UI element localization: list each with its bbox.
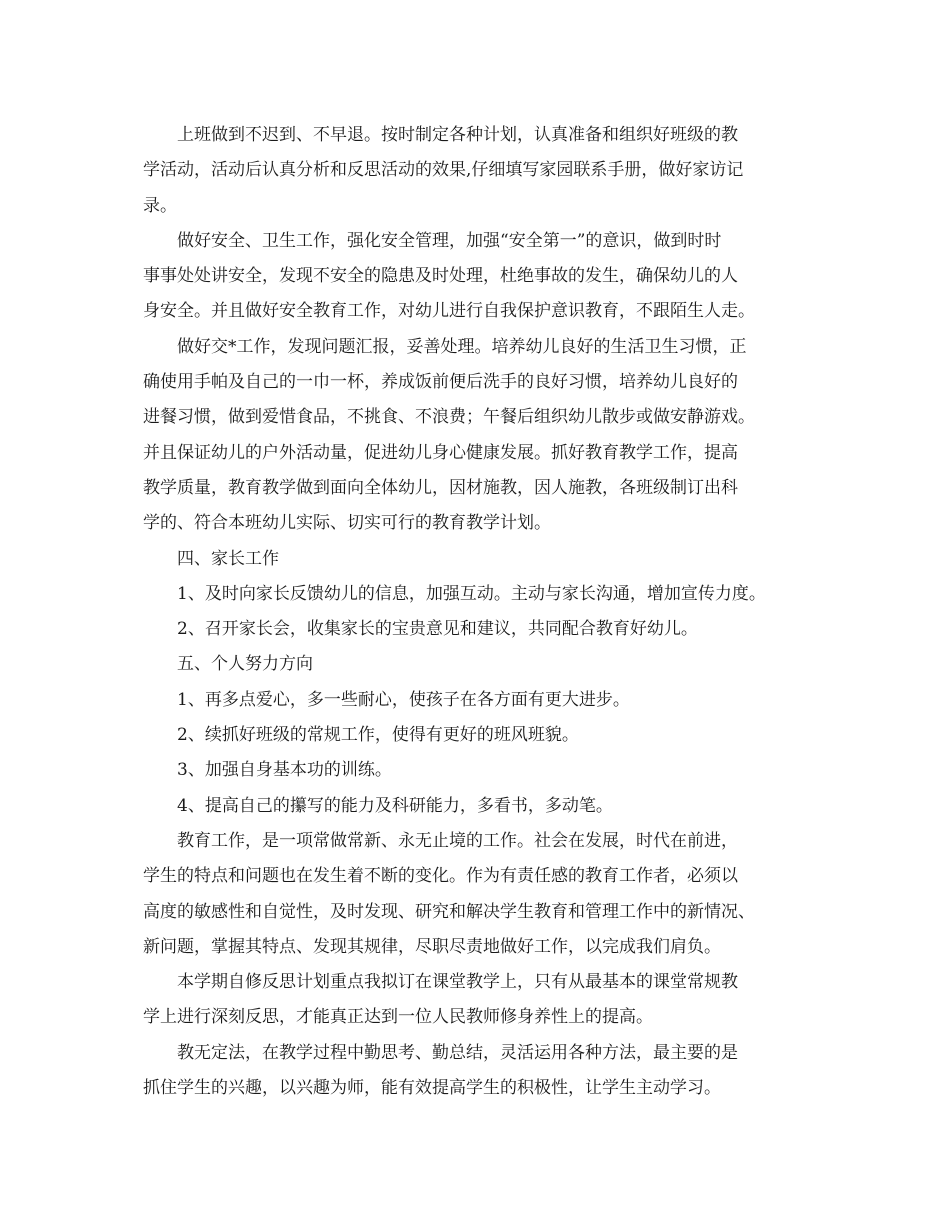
text-line: 1、再多点爱心，多一些耐心，使孩子在各方面有更大进步。	[177, 689, 630, 710]
text-line: 事事处处讲安全，发现不安全的隐患及时处理，杜绝事故的发生，确保幼儿的人	[143, 266, 738, 287]
text-line: 做好安全、卫生工作，强化安全管理，加强“安全第一”的意识，做到时时	[177, 230, 722, 251]
text-line: 3、加强自身基本功的训练。	[177, 760, 392, 781]
text-line: 2、续抓好班级的常规工作，使得有更好的班风班貌。	[177, 725, 579, 746]
text-line: 录。	[143, 195, 177, 216]
text-line: 教育工作，是一项常做常新、永无止境的工作。社会在发展，时代在前进，	[177, 830, 738, 851]
text-line: 进餐习惯，做到爱惜食品，不挑食、不浪费；午餐后组织幼儿散步或做安静游戏。	[143, 407, 755, 428]
text-line: 学的、符合本班幼儿实际、切实可行的教育教学计划。	[143, 513, 551, 534]
text-line: 并且保证幼儿的户外活动量，促进幼儿身心健康发展。抓好教育教学工作，提高	[143, 442, 738, 463]
text-line: 本学期自修反思计划重点我拟订在课堂教学上，只有从最基本的课堂常规教	[177, 972, 738, 993]
text-line: 抓住学生的兴趣，以兴趣为师，能有效提高学生的积极性，让学生主动学习。	[143, 1078, 721, 1099]
text-line: 学活动，活动后认真分析和反思活动的效果,仔细填写家园联系手册，做好家访记	[143, 160, 744, 181]
text-line: 教无定法，在教学过程中勤思考、勤总结，灵活运用各种方法，最主要的是	[177, 1042, 738, 1063]
text-line: 学生的特点和问题也在发生着不断的变化。作为有责任感的教育工作者，必须以	[143, 866, 738, 887]
text-line: 身安全。并且做好安全教育工作，对幼儿进行自我保护意识教育，不跟陌生人走。	[143, 301, 755, 322]
text-line: 4、提高自己的攥写的能力及科研能力，多看书，多动笔。	[177, 795, 613, 816]
text-line: 2、召开家长会，收集家长的宝贵意见和建议，共同配合教育好幼儿。	[177, 619, 698, 640]
text-line: 新问题，掌握其特点、发现其规律，尽职尽责地做好工作，以完成我们肩负。	[143, 936, 721, 957]
text-line: 做好交*工作，发现问题汇报，妥善处理。培养幼儿良好的生活卫生习惯，正	[177, 336, 747, 357]
text-line: 教学质量，教育教学做到面向全体幼儿，因材施教，因人施教，各班级制订出科	[143, 477, 738, 498]
document-body	[143, 118, 823, 1106]
text-line: 学上进行深刻反思，才能真正达到一位人民教师修身养性上的提高。	[143, 1007, 653, 1028]
text-line: 1、及时向家长反馈幼儿的信息，加强互动。主动与家长沟通，增加宣传力度。	[177, 583, 766, 604]
text-line: 高度的敏感性和自觉性，及时发现、研究和解决学生教育和管理工作中的新情况、	[143, 901, 755, 922]
text-line: 上班做到不迟到、不早退。按时制定各种计划，认真准备和组织好班级的教	[177, 125, 738, 145]
text-line: 四、家长工作	[177, 548, 279, 569]
text-line: 确使用手帕及自己的一巾一杯，养成饭前便后洗手的良好习惯，培养幼儿良好的	[143, 372, 738, 393]
text-line: 五、个人努力方向	[177, 654, 313, 675]
